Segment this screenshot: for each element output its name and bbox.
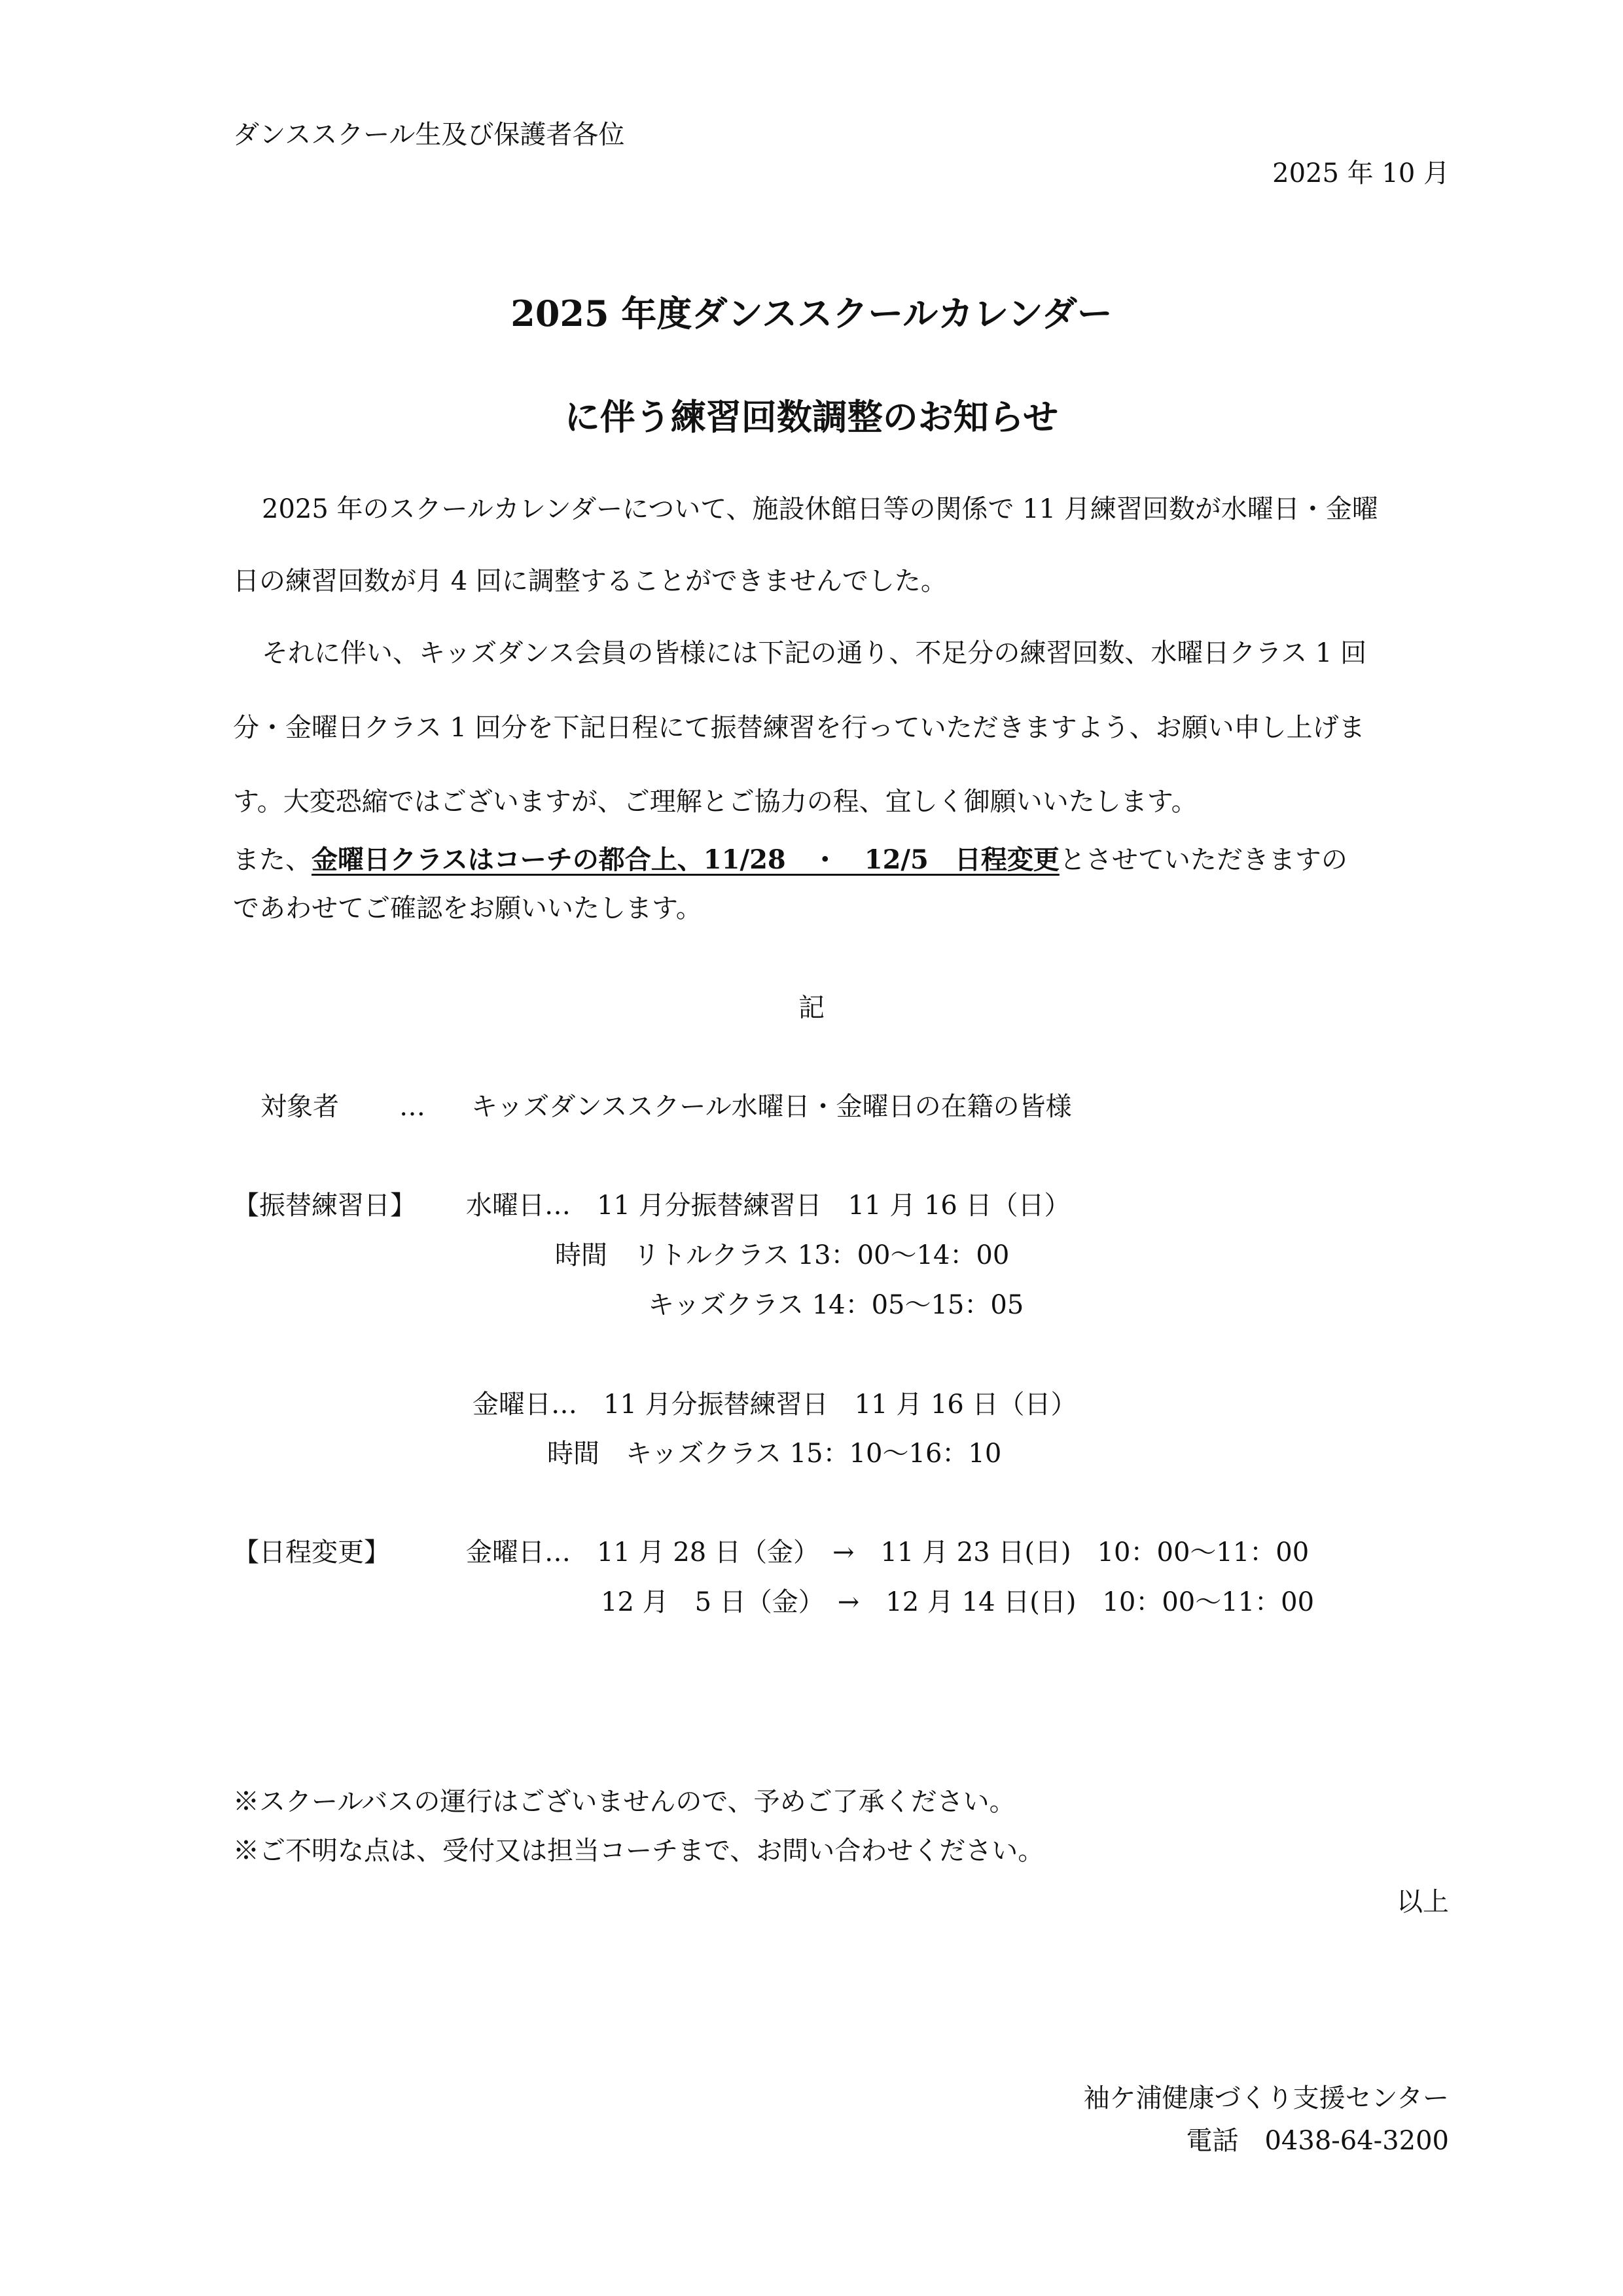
body-p1-line1: 2025 年のスクールカレンダーについて、施設休館日等の関係で 11 月練習回数が水曜日・金曜 — [262, 494, 1378, 524]
body-p3-pre: また、 — [233, 845, 312, 875]
note-1: ※スクールバスの運行はございませんので、予めご了承ください。 — [233, 1787, 1016, 1817]
change-row1: 金曜日… 11 月 28 日（金） → 11 月 23 日(日) 10：00〜11：00 — [466, 1537, 1310, 1568]
schedule-change-notice: 金曜日クラスはコーチの都合上、11/28 ・ 12/5 日程変更 — [312, 844, 1060, 875]
ki-heading: 記 — [798, 993, 825, 1023]
makeup-wed-time2: キッズクラス 14：05〜15：05 — [648, 1290, 1024, 1320]
body-p2-line3: す。大変恐縮ではございますが、ご理解とご協力の程、宜しく御願いいたします。 — [233, 787, 1198, 817]
makeup-fri-line: 金曜日… 11 月分振替練習日 11 月 16 日（日） — [473, 1390, 1077, 1420]
makeup-wed-time1: 時間 リトルクラス 13：00〜14：00 — [555, 1240, 1010, 1270]
note-2: ※ご不明な点は、受付又は担当コーチまで、お問い合わせください。 — [233, 1836, 1044, 1866]
change-label: 【日程変更】 — [233, 1537, 390, 1568]
makeup-wed-line: 水曜日… 11 月分振替練習日 11 月 16 日（日） — [466, 1191, 1071, 1221]
date: 2025 年 10 月 — [1272, 158, 1450, 188]
change-row2: 12 月 5 日（金） → 12 月 14 日(日) 10：00〜11：00 — [601, 1587, 1315, 1617]
target-sep: … — [399, 1092, 425, 1122]
page-subtitle: に伴う練習回数調整のお知らせ — [564, 396, 1059, 438]
makeup-fri-time: 時間 キッズクラス 15：10〜16：10 — [547, 1439, 1002, 1469]
body-p3-post: とさせていただきますの — [1059, 845, 1347, 875]
target-label: 対象者 — [260, 1092, 339, 1122]
recipient: ダンススクール生及び保護者各位 — [233, 120, 625, 150]
body-p3-line2: であわせてご確認をお願いいたします。 — [233, 893, 702, 924]
page-title: 2025 年度ダンススクールカレンダー — [510, 293, 1113, 334]
footer-org: 袖ケ浦健康づくり支援センター — [1083, 2083, 1449, 2113]
body-p3-line1 — [233, 844, 1347, 875]
body-p2-line1: それに伴い、キッズダンス会員の皆様には下記の通り、不足分の練習回数、水曜日クラス 1 回 — [262, 638, 1367, 668]
target-value: キッズダンススクール水曜日・金曜日の在籍の皆様 — [471, 1092, 1072, 1122]
body-p1-line2: 日の練習回数が月 4 回に調整することができませんでした。 — [233, 566, 947, 596]
makeup-label: 【振替練習日】 — [233, 1191, 416, 1221]
footer-phone: 電話 0438-64-3200 — [1186, 2126, 1449, 2156]
body-p2-line2: 分・金曜日クラス 1 回分を下記日程にて振替練習を行っていただきますよう、お願い申し上げま — [233, 713, 1365, 743]
closing: 以上 — [1397, 1887, 1449, 1917]
